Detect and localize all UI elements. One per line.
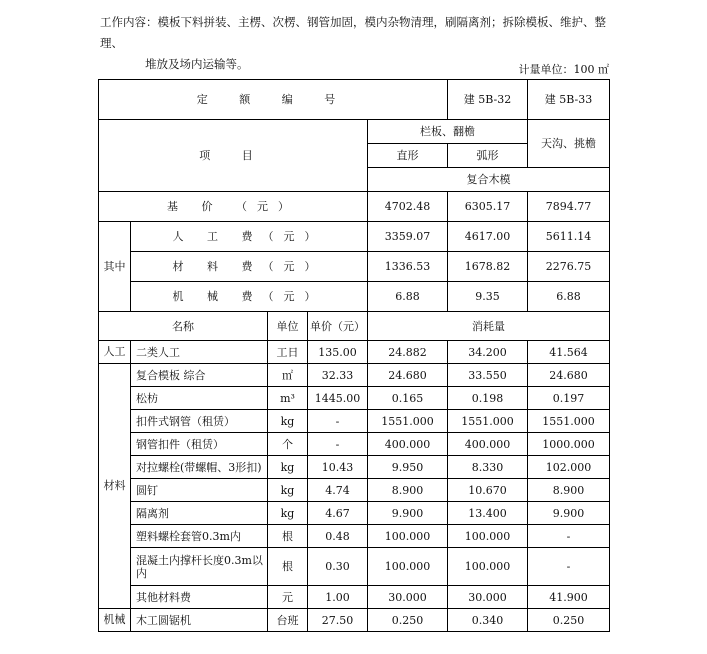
quota-code-row [99,80,610,120]
resource-value: 8.900 [368,479,448,502]
resource-name: 圆钉 [131,479,268,502]
cost-row [99,222,610,252]
base-price-value: 4702.48 [368,192,448,222]
cost-label: 机 械 费（元） [131,282,368,312]
resource-name: 隔离剂 [131,502,268,525]
shape-straight: 直形 [368,144,448,168]
resource-value: 8.330 [448,456,528,479]
column-header-row [99,312,610,341]
table-row [99,609,610,632]
resource-value: 0.165 [368,387,448,410]
resource-price: 0.30 [308,548,368,586]
resource-name: 塑料螺栓套管0.3m内 [131,525,268,548]
quota-code: 建 5B-32 [448,80,528,120]
resource-name: 复合模板 综合 [131,364,268,387]
table-row [99,387,610,410]
shape-curved: 弧形 [448,144,528,168]
cost-value: 6.88 [368,282,448,312]
resource-value: - [528,525,610,548]
material-type: 复合木模 [368,168,610,192]
resource-value: 1000.000 [528,433,610,456]
col-price: 单价（元） [308,312,368,341]
col-name: 名称 [99,312,268,341]
resource-price: 10.43 [308,456,368,479]
resource-unit: kg [268,456,308,479]
resource-value: 41.564 [528,341,610,364]
table-row [99,456,610,479]
resource-value: 100.000 [368,548,448,586]
resource-value: 33.550 [448,364,528,387]
item-label: 项 目 [99,120,368,192]
resource-value: 400.000 [368,433,448,456]
table-row [99,586,610,609]
resource-value: 0.250 [528,609,610,632]
resource-value: 0.250 [368,609,448,632]
resource-price: - [308,433,368,456]
resource-name: 木工圆锯机 [131,609,268,632]
cost-value: 1678.82 [448,252,528,282]
item-header-row [99,120,610,144]
group-gutter: 天沟、挑檐 [528,120,610,168]
quota-code: 建 5B-33 [528,80,610,120]
resource-value: 8.900 [528,479,610,502]
resource-unit: 根 [268,548,308,586]
resource-value: 24.680 [368,364,448,387]
resource-value: 0.197 [528,387,610,410]
table-row [99,433,610,456]
table-row [99,502,610,525]
resource-name: 混凝土内撑杆长度0.3m以内 [131,548,268,586]
category-materials: 材料 [99,364,131,609]
resource-value: 41.900 [528,586,610,609]
resource-value: 13.400 [448,502,528,525]
of-which-label: 其中 [99,222,131,312]
resource-value: 0.340 [448,609,528,632]
category-labor: 人工 [99,341,131,364]
resource-price: 4.67 [308,502,368,525]
resource-value: 0.198 [448,387,528,410]
resource-unit: ㎡ [268,364,308,387]
table-row [99,525,610,548]
resource-value: 9.950 [368,456,448,479]
cost-value: 1336.53 [368,252,448,282]
resource-unit: kg [268,502,308,525]
resource-price: 4.74 [308,479,368,502]
base-price-label: 基 价 （元） [99,192,368,222]
group-railing: 栏板、翻檐 [368,120,528,144]
resource-value: 100.000 [368,525,448,548]
cost-row [99,282,610,312]
resource-value: 1551.000 [448,410,528,433]
cost-value: 5611.14 [528,222,610,252]
table-row [99,410,610,433]
resource-value: 1551.000 [528,410,610,433]
resource-price: 0.48 [308,525,368,548]
resource-value: 100.000 [448,525,528,548]
resource-value: 30.000 [448,586,528,609]
resource-value: 34.200 [448,341,528,364]
cost-value: 3359.07 [368,222,448,252]
col-consumption: 消耗量 [368,312,610,341]
resource-unit: 根 [268,525,308,548]
base-price-row [99,192,610,222]
work-content-line-1: 工作内容：模板下料拼装、主楞、次楞、钢管加固，模内杂物清理，刷隔离剂；拆除模板、维护、整理、 [100,15,606,50]
work-content-line-2: 堆放及场内运输等。 [145,57,249,71]
resource-unit: m³ [268,387,308,410]
resource-unit: kg [268,479,308,502]
resource-name: 扣件式钢管（租赁） [131,410,268,433]
quota-table [98,79,610,632]
cost-value: 4617.00 [448,222,528,252]
resource-value: 102.000 [528,456,610,479]
resource-name: 对拉螺栓(带螺帽、3形扣) [131,456,268,479]
resource-price: 27.50 [308,609,368,632]
cost-value: 9.35 [448,282,528,312]
resource-name: 二类人工 [131,341,268,364]
resource-value: - [528,548,610,586]
base-price-value: 6305.17 [448,192,528,222]
resource-price: 135.00 [308,341,368,364]
resource-value: 24.680 [528,364,610,387]
resource-value: 400.000 [448,433,528,456]
resource-value: 9.900 [528,502,610,525]
cost-row [99,252,610,282]
resource-price: 1445.00 [308,387,368,410]
col-unit: 单位 [268,312,308,341]
table-row [99,364,610,387]
resource-unit: 台班 [268,609,308,632]
resource-name: 其他材料费 [131,586,268,609]
category-machinery: 机械 [99,609,131,632]
table-row [99,341,610,364]
resource-unit: kg [268,410,308,433]
resource-price: - [308,410,368,433]
base-price-value: 7894.77 [528,192,610,222]
quota-label: 定 额 编 号 [99,80,448,120]
resource-value: 10.670 [448,479,528,502]
resource-value: 1551.000 [368,410,448,433]
resource-unit: 元 [268,586,308,609]
resource-unit: 工日 [268,341,308,364]
table-row [99,479,610,502]
cost-value: 6.88 [528,282,610,312]
resource-price: 32.33 [308,364,368,387]
resource-value: 24.882 [368,341,448,364]
resource-price: 1.00 [308,586,368,609]
cost-label: 材 料 费（元） [131,252,368,282]
cost-label: 人 工 费（元） [131,222,368,252]
table-row [99,548,610,586]
resource-value: 9.900 [368,502,448,525]
resource-name: 松枋 [131,387,268,410]
cost-value: 2276.75 [528,252,610,282]
resource-unit: 个 [268,433,308,456]
measurement-unit: 计量单位：100 ㎡ [518,63,609,76]
resource-name: 钢管扣件（租赁） [131,433,268,456]
resource-value: 30.000 [368,586,448,609]
resource-value: 100.000 [448,548,528,586]
